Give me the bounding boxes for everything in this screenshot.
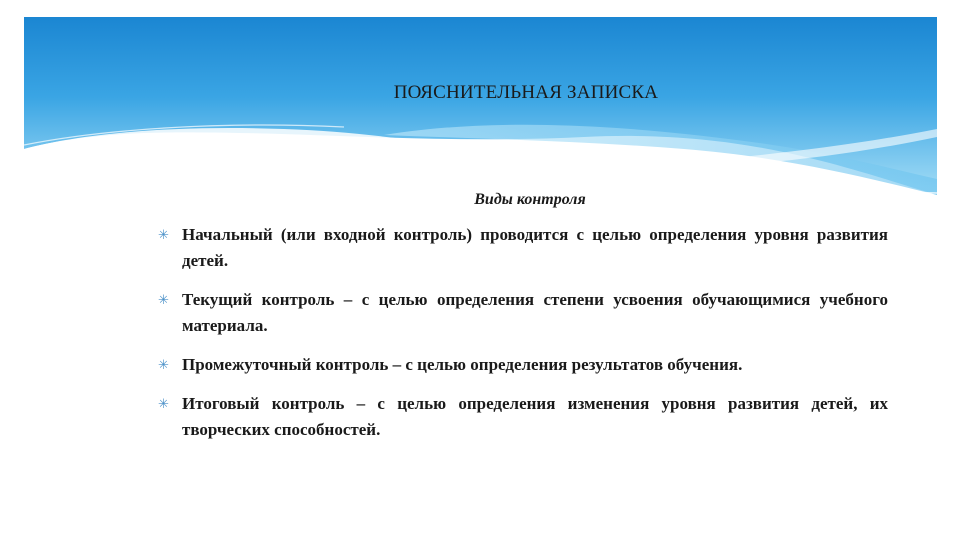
list-item-text: Начальный (или входной контроль) проводится с целью определения уровня развития детей.	[182, 225, 888, 270]
list-item	[158, 352, 888, 378]
asterisk-bullet-icon: ✳	[158, 292, 169, 307]
list-item	[158, 287, 888, 339]
asterisk-bullet-icon: ✳	[158, 227, 169, 242]
list-item	[158, 391, 888, 443]
list-item	[158, 222, 888, 274]
list-item-text: Итоговый контроль – с целью определения изменения уровня развития детей, их творческих способностей.	[182, 394, 888, 439]
asterisk-bullet-icon: ✳	[158, 396, 169, 411]
slide-title: ПОЯСНИТЕЛЬНАЯ ЗАПИСКА	[393, 82, 659, 103]
section-subtitle: Виды контроля	[474, 191, 586, 208]
list-item-text: Промежуточный контроль – с целью определения результатов обучения.	[182, 355, 743, 374]
list-item-text: Текущий контроль – с целью определения степени усвоения обучающимися учебного материала.	[182, 290, 888, 335]
asterisk-bullet-icon: ✳	[158, 357, 169, 372]
control-types-list	[158, 222, 888, 456]
header-wave-banner	[24, 17, 937, 207]
